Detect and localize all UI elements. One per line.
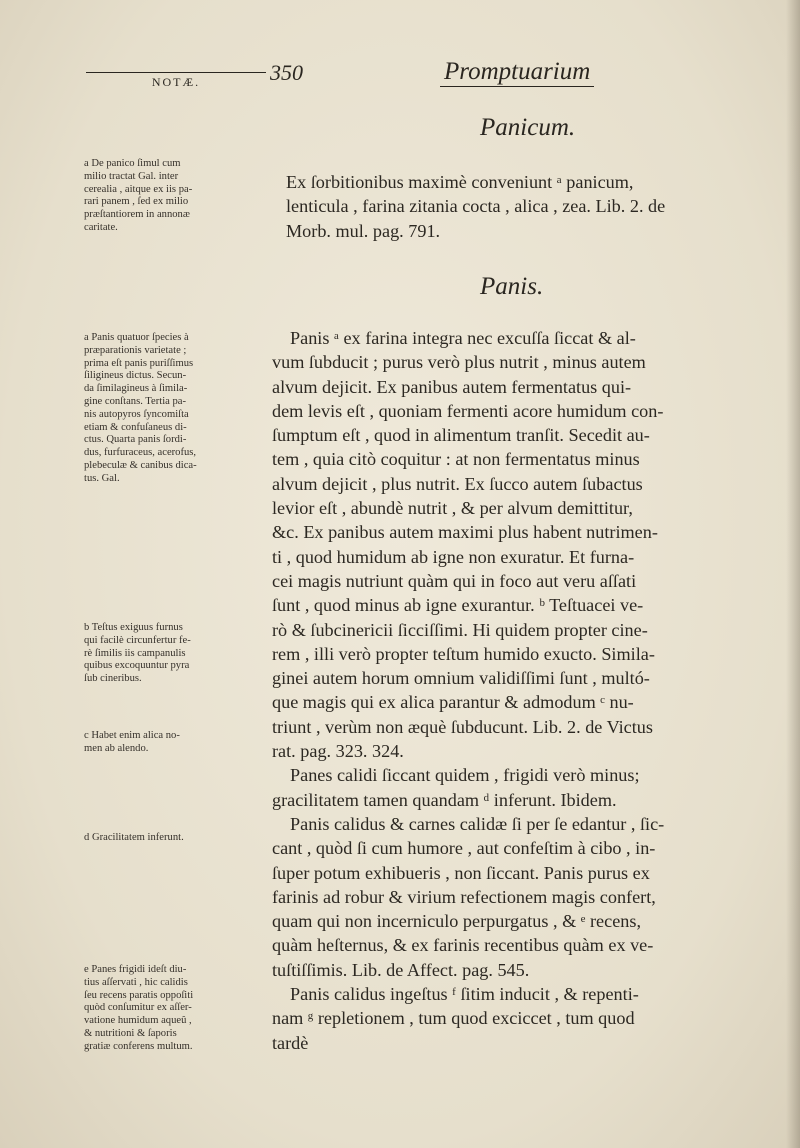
note-line: tus. Gal. [84,472,120,484]
text-line: alvum dejicit. Ex panibus autem fermentatus qui- [272,376,632,397]
text-line: vum ſubducit ; purus verò plus nutrit , minus autem [272,352,646,373]
note-line: præparationis varietate ; [84,344,187,356]
text-line: ti , quod humidum ab igne non exuratur. Et furna- [272,546,635,567]
note-line: quòd conſumitur ex aſſer- [84,1002,192,1014]
note-line: d Gracilitatem inferunt. [84,832,184,843]
text-line: tem , quia citò coquitur : at non fermentatus minus [272,449,640,470]
note-a-panis [84,332,270,486]
text-line: Panis calidus & carnes calidæ ſi per ſe edantur , ſic- [290,813,665,834]
note-line: rari panem , ſed ex milio [84,196,189,208]
text-line: rat. pag. 323. 324. [272,741,404,762]
note-line: dus, furfuraceus, acerofus, [84,447,197,459]
text-line: gracilitatem tamen quandam ᵈ inferunt. Ibidem. [272,789,617,810]
note-line: da ſimilagineus à ſimila- [84,383,188,395]
page-number: 350 [270,60,303,85]
note-line: a Panis quatuor ſpecies à [84,332,189,343]
note-line: nis autopyros ſyncomiſta [84,408,189,420]
note-line: ſeu recens paratis oppoſiti [84,989,194,1001]
text-line: quàm heſternus, & ex farinis recentibus quàm ex ve- [272,935,654,956]
text-line: quam qui non incerniculo perpurgatus , & ᵉ recens, [272,911,641,932]
text-line: cei magis nutriunt quàm qui in foco aut veru aſſati [272,570,637,591]
note-line: caritate. [84,221,118,233]
note-e-panes-frigidi [84,964,270,1054]
panis-text [272,326,788,1055]
page-edge-shadow [786,0,800,1148]
note-line: qui facilè circunfertur fe- [84,634,191,646]
text-line: Morb. mul. pag. 791. [286,220,441,241]
text-line: cant , quòd ſi cum humore , aut confeſtim à cibo , in- [272,838,656,859]
note-line: a De panico ſimul cum [84,158,181,169]
note-line: quibus excoquuntur pyra [84,660,190,672]
text-line: Panis calidus ingeſtus ᶠ ſitim inducit , & repenti- [290,984,639,1005]
text-line: lenticula , farina zitania cocta , alica , zea. Lib. 2. de [286,196,666,217]
text-line: alvum dejicit , plus nutrit. Ex ſucco autem ſubactus [272,473,643,494]
text-line: &c. Ex panibus autem maximi plus habent nutrimen- [272,522,658,543]
text-line: ſuper potum exhibueris , non ſiccant. Panis purus ex [272,862,650,883]
text-line: que magis qui ex alica parantur & admodum ᶜ nu- [272,692,634,713]
text-line: farinis ad robur & virium refectionem magis confert, [272,886,656,907]
note-line: tius aſſervati , hic calidis [84,976,188,988]
note-line: gine conſtans. Tertia pa- [84,395,187,407]
note-line: e Panes frigidi ideſt diu- [84,964,187,975]
note-line: ctus. Quarta panis ſordi- [84,434,187,446]
note-b-testus [84,622,270,686]
header-notes-label: NOTÆ. [86,72,266,90]
text-line: levior eſt , abundè nutrit , & per alvum demittitur, [272,498,633,519]
text-line: ſunt , quod minus ab igne exurantur. ᵇ Teſtuacei ve- [272,595,644,616]
note-line: vatione humidum aqueû , [84,1015,192,1027]
text-line: nam ᵍ repletionem , tum quod exciccet , tum quod [272,1008,635,1029]
text-line: Ex ſorbitionibus maximè conveniunt ᵃ panicum, [286,172,634,192]
note-line: cerealia , aitque ex iis pa- [84,183,193,195]
header-title: Promptuarium [440,58,594,87]
panicum-text [286,170,786,243]
note-c-alica [84,730,270,756]
note-line: gratiæ conferens multum. [84,1040,193,1052]
text-line: ſumptum eſt , quod in alimentum tranſit. Secedit au- [272,425,650,446]
note-line: c Habet enim alica no- [84,730,180,741]
text-line: Panis ᵃ ex farina integra nec excuſſa ſiccat & al- [290,328,636,348]
note-line: b Teſtus exiguus furnus [84,622,183,633]
note-line: prima eſt panis puriſſimus [84,357,194,369]
text-line: Panes calidi ſiccant quidem , frigidi verò minus; [290,765,640,786]
text-line: tardè [272,1032,309,1053]
note-line: ſiligineus dictus. Secun- [84,370,187,382]
note-line: men ab alendo. [84,742,149,754]
text-line: rò & ſubcinericii ſicciſſimi. Hi quidem propter cine- [272,619,648,640]
text-line: triunt , verùm non æquè ſubducunt. Lib. 2. de Victus [272,716,653,737]
note-d-gracilitatem [84,832,270,845]
text-line: tuſtiſſimis. Lib. de Affect. pag. 545. [272,959,530,980]
note-line: & nutritioni & ſaporis [84,1027,177,1039]
section-title-panicum: Panicum. [480,114,576,141]
note-line: ſub cineribus. [84,673,142,685]
note-line: etiam & confuſaneus di- [84,421,187,433]
text-line: dem levis eſt , quoniam fermenti acore humidum con- [272,400,664,421]
text-line: ginei autem horum omnium validiſſimi ſunt , multó- [272,668,650,689]
note-line: rè ſimilis iis campanulis [84,647,186,659]
note-a-panicum [84,158,270,235]
note-line: milio tractat Gal. inter [84,170,179,182]
note-line: plebeculæ & canibus dica- [84,459,197,471]
note-line: præſtantiorem in annonæ [84,209,190,221]
section-title-panis: Panis. [480,273,544,300]
text-line: rem , illi verò propter teſtum humido exucto. Simila- [272,643,655,664]
running-header [0,58,800,98]
